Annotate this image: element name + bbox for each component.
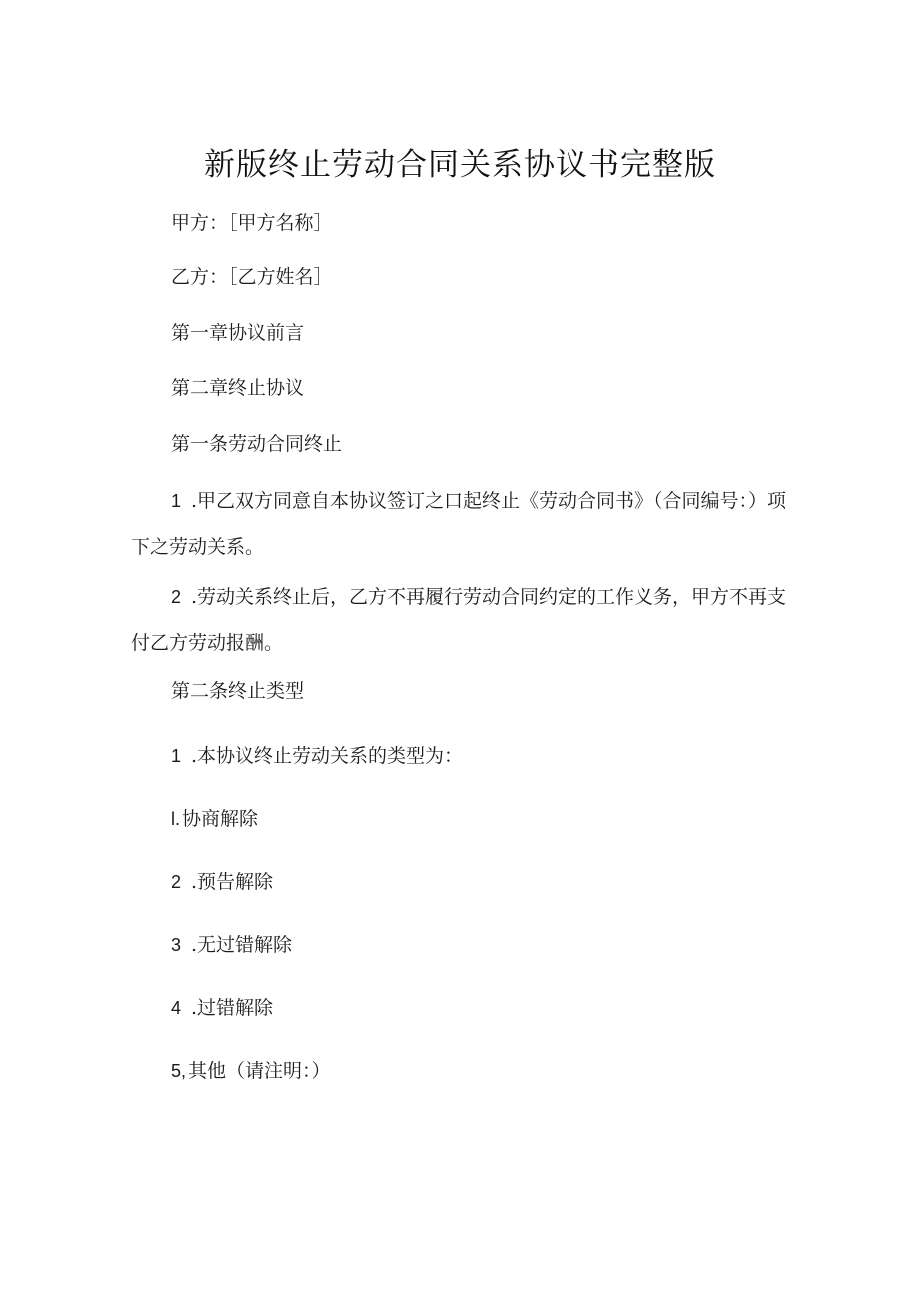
- item-number: 4: [171, 998, 182, 1018]
- termination-type-item: [171, 804, 258, 834]
- termination-type-item: [171, 993, 273, 1023]
- item-number: l.: [171, 809, 180, 829]
- item-number: 3: [171, 935, 182, 955]
- article-2-intro: [171, 741, 463, 771]
- termination-type-item: [171, 1056, 331, 1086]
- chapter-2-heading: 第二章终止协议: [171, 377, 305, 399]
- item-number: 5,: [171, 1061, 187, 1081]
- item-number: 1: [171, 491, 182, 511]
- item-text: .甲乙双方同意自本协议签订之口起终止《劳动合同书》（合同编号：）项下之劳动关系。: [131, 490, 787, 558]
- item-text: 协商解除: [182, 808, 259, 830]
- termination-type-item: [171, 867, 273, 897]
- article-2-heading: 第二条终止类型: [171, 680, 305, 702]
- article-1-item-2: [131, 574, 796, 666]
- item-text: .无过错解除: [191, 934, 293, 956]
- item-number: 2: [171, 872, 182, 892]
- party-a-line: 甲方：［甲方名称］: [171, 212, 333, 234]
- article-1-heading: 第一条劳动合同终止: [171, 433, 343, 455]
- item-text: 其他（请注明：）: [188, 1060, 331, 1082]
- item-text: .劳动关系终止后，乙方不再履行劳动合同约定的工作义务，甲方不再支付乙方劳动报酬。: [131, 586, 787, 654]
- item-text: .过错解除: [191, 997, 274, 1019]
- item-number: 1: [171, 746, 182, 766]
- chapter-1-heading: 第一章协议前言: [171, 322, 305, 344]
- item-number: 2: [171, 587, 182, 607]
- termination-type-item: [171, 930, 292, 960]
- article-1-item-1: [131, 478, 796, 570]
- document-title: 新版终止劳动合同关系协议书完整版: [204, 147, 716, 183]
- item-text: .本协议终止劳动关系的类型为：: [191, 745, 464, 767]
- item-text: .预告解除: [191, 871, 274, 893]
- party-b-line: 乙方：［乙方姓名］: [171, 266, 333, 288]
